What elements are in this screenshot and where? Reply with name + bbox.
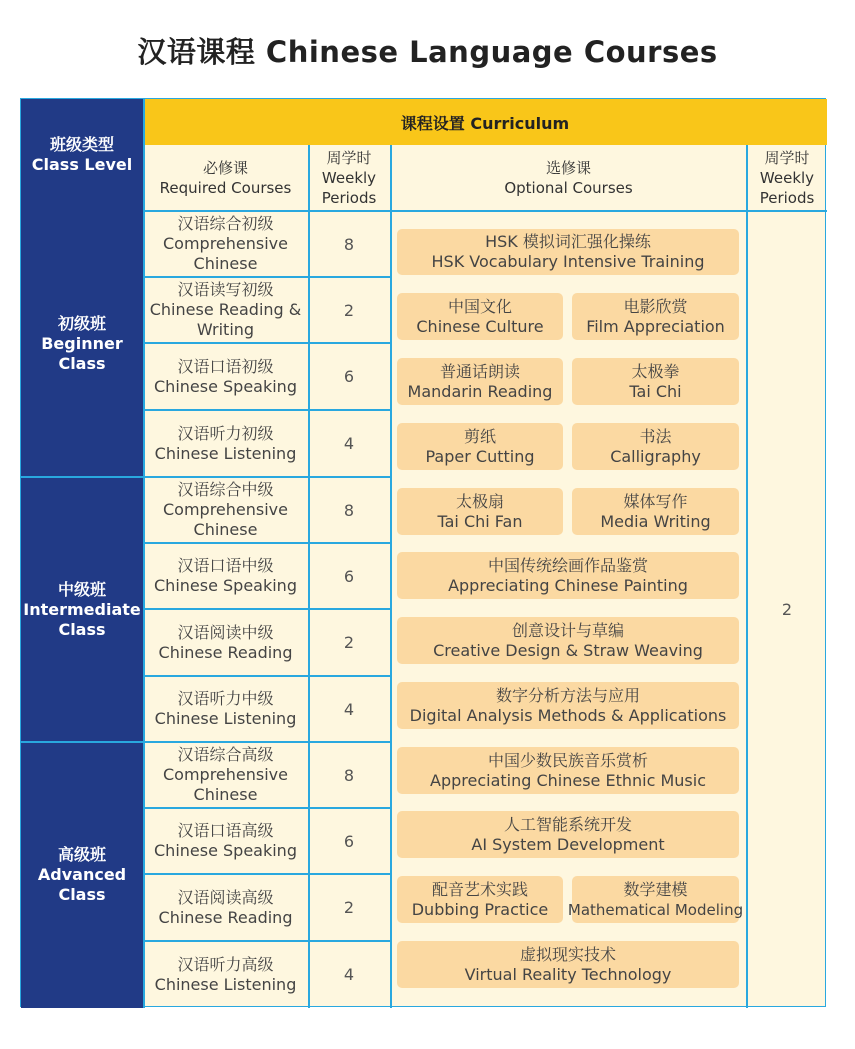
course-name-cn: 汉语口语中级 [177, 556, 274, 575]
weekly-periods-cell: 4 [343, 965, 355, 984]
course-name-cn: 书法 [639, 426, 672, 446]
course-name-en: Digital Analysis Methods & Applications [409, 705, 727, 725]
course-name-en: Mandarin Reading [407, 381, 553, 401]
optional-course-pill [397, 423, 563, 470]
course-name-cn: 中国少数民族音乐赏析 [487, 750, 648, 770]
course-name-en: Chinese [193, 254, 258, 273]
course-name-cn: 剪纸 [463, 426, 496, 446]
required-course-cell [143, 543, 308, 609]
level-advanced [21, 742, 143, 1008]
weekly-periods-cell: 6 [343, 831, 355, 851]
course-name-en: Comprehensive [163, 765, 288, 784]
level-beginner [21, 211, 143, 477]
level-en-class: Class [58, 354, 106, 373]
course-name-en: Calligraphy [610, 446, 701, 466]
course-name-en: Tai Chi Fan [437, 511, 523, 531]
course-name-en: Chinese [193, 520, 258, 539]
course-name-cn: 创意设计与草编 [511, 620, 624, 640]
course-name-en: Mathematical Modeling [567, 900, 744, 919]
class-level-header [21, 99, 143, 211]
course-name-en: Comprehensive [163, 234, 288, 253]
course-name-cn: 人工智能系统开发 [503, 814, 632, 834]
page-title: 汉语课程 Chinese Language Courses [137, 35, 718, 69]
course-name-cn: 中国传统绘画作品鉴赏 [487, 555, 648, 575]
optional-course-pill [397, 488, 563, 535]
optional-course-pill [397, 811, 739, 858]
course-name-cn: 太极拳 [631, 361, 680, 381]
course-name-en: Appreciating Chinese Ethnic Music [430, 770, 706, 790]
required-courses-header [143, 145, 308, 211]
class-level-header-en: Class Level [31, 155, 133, 174]
required-course-cell [143, 676, 308, 742]
optional-course-pill [397, 682, 739, 729]
level-divider [21, 741, 143, 743]
required-course-cell [143, 609, 308, 676]
level-cn: 高级班 [57, 845, 106, 864]
course-name-en: Chinese Listening [154, 443, 297, 463]
opt-weekly-header-en1: Weekly [759, 169, 815, 187]
opt-weekly-header-en2: Periods [759, 189, 815, 207]
weekly-header-en2: Periods [321, 189, 377, 207]
column-divider [390, 145, 392, 1008]
course-name-en: Writing [196, 320, 255, 339]
optional-course-pill [572, 423, 739, 470]
optional-course-pill [572, 293, 739, 340]
optional-course-pill [397, 941, 739, 988]
level-en: Advanced [37, 865, 127, 884]
optional-course-pill [567, 876, 744, 923]
level-en: Beginner [41, 334, 123, 353]
course-name-en: Dubbing Practice [411, 899, 549, 919]
weekly-periods-cell: 2 [343, 633, 355, 652]
course-name-en: HSK Vocabulary Intensive Training [431, 252, 705, 271]
required-course-cell [143, 874, 308, 941]
course-name-cn: 电影欣赏 [623, 296, 688, 316]
course-name-cn: 汉语阅读中级 [177, 622, 274, 642]
level-en-class: Class [58, 619, 106, 639]
course-name-cn: 数学建模 [623, 879, 688, 899]
weekly-periods-cell: 4 [343, 434, 355, 453]
weekly-periods-cell: 4 [343, 699, 355, 719]
course-name-en: Chinese Speaking [154, 376, 297, 396]
course-name-en: Comprehensive [163, 500, 288, 519]
course-name-en: Chinese [193, 785, 258, 804]
course-name-cn: 虚拟现实技术 [519, 944, 616, 964]
weekly-periods-cell: 2 [343, 898, 355, 917]
optional-course-pill [397, 617, 739, 664]
level-cn: 初级班 [57, 314, 106, 333]
optional-course-pill [397, 358, 563, 405]
optional-courses-header [390, 145, 747, 211]
required-course-cell [143, 941, 308, 1008]
course-name-en: Tai Chi [629, 381, 682, 401]
course-name-en: AI System Development [471, 834, 665, 854]
required-header-en: Required Courses [159, 179, 292, 197]
optional-weekly-periods-header [747, 145, 827, 211]
course-name-cn: 汉语读写初级 [177, 280, 274, 299]
curriculum-table [20, 98, 826, 1007]
course-name-en: Chinese Listening [154, 709, 297, 728]
level-divider [21, 476, 143, 478]
optional-course-pill [572, 488, 739, 535]
class-level-header-cn: 班级类型 [49, 135, 114, 154]
optional-header-en: Optional Courses [504, 179, 633, 197]
level-en-class: Class [58, 885, 106, 904]
curriculum-header: 课程设置 Curriculum [143, 99, 827, 145]
weekly-header-en1: Weekly [321, 169, 377, 187]
course-name-cn: 数字分析方法与应用 [495, 685, 640, 705]
required-course-cell [143, 808, 308, 874]
required-course-cell [143, 477, 308, 543]
course-name-cn: 汉语听力初级 [177, 423, 274, 443]
optional-course-pill [397, 876, 563, 923]
weekly-periods-cell: 6 [343, 367, 355, 386]
course-name-cn: 汉语听力高级 [177, 954, 274, 974]
required-course-cell [143, 277, 308, 343]
level-en: Intermediate [23, 599, 141, 619]
weekly-header-cn: 周学时 [326, 149, 372, 167]
required-course-cell [143, 343, 308, 410]
optional-weekly-periods-cell: 2 [781, 600, 793, 619]
weekly-periods-cell: 6 [343, 566, 355, 586]
course-name-en: Virtual Reality Technology [464, 964, 672, 984]
required-header-cn: 必修课 [202, 159, 248, 177]
optional-course-pill [397, 229, 739, 275]
course-name-en: Media Writing [600, 511, 711, 531]
course-name-en: Chinese Speaking [154, 576, 297, 595]
course-name-cn: 汉语口语初级 [177, 356, 274, 376]
required-course-cell [143, 742, 308, 808]
optional-course-pill [397, 552, 739, 599]
weekly-periods-cell: 8 [343, 234, 355, 254]
optional-course-pill [572, 358, 739, 405]
required-course-cell [143, 211, 308, 277]
course-name-cn: 汉语口语高级 [177, 821, 274, 840]
optional-header-cn: 选修课 [545, 159, 591, 177]
course-name-en: Chinese Reading & [149, 300, 302, 319]
course-name-en: Film Appreciation [586, 316, 725, 336]
course-name-cn: 媒体写作 [623, 491, 688, 511]
course-name-en: Chinese Speaking [154, 841, 297, 860]
weekly-periods-header [308, 145, 390, 211]
course-name-en: Chinese Reading [158, 642, 293, 662]
optional-course-pill [397, 293, 563, 340]
course-name-cn: 中国文化 [447, 296, 512, 316]
level-cn: 中级班 [57, 579, 106, 599]
course-name-en: Chinese Listening [154, 974, 297, 994]
course-name-en: Appreciating Chinese Painting [448, 575, 688, 595]
course-name-cn: 普通话朗读 [439, 361, 520, 381]
course-name-en: Paper Cutting [425, 446, 535, 466]
course-name-en: Chinese Reading [158, 907, 293, 927]
course-name-cn: 汉语阅读高级 [177, 887, 274, 907]
course-name-cn: HSK 模拟词汇强化操练 [485, 232, 651, 251]
weekly-periods-cell: 8 [343, 500, 355, 520]
course-name-cn: 汉语听力中级 [177, 689, 274, 708]
weekly-periods-cell: 2 [343, 300, 355, 320]
course-name-cn: 汉语综合初级 [177, 214, 274, 233]
course-name-en: Chinese Culture [416, 316, 544, 336]
course-name-cn: 太极扇 [455, 491, 504, 511]
optional-course-pill [397, 747, 739, 794]
weekly-periods-cell: 8 [343, 765, 355, 785]
course-name-cn: 汉语综合中级 [177, 480, 274, 499]
course-name-cn: 配音艺术实践 [431, 879, 528, 899]
level-intermediate [21, 477, 143, 742]
opt-weekly-header-cn: 周学时 [764, 149, 810, 167]
course-name-en: Creative Design & Straw Weaving [433, 640, 703, 660]
course-name-cn: 汉语综合高级 [177, 745, 274, 764]
required-course-cell [143, 410, 308, 477]
